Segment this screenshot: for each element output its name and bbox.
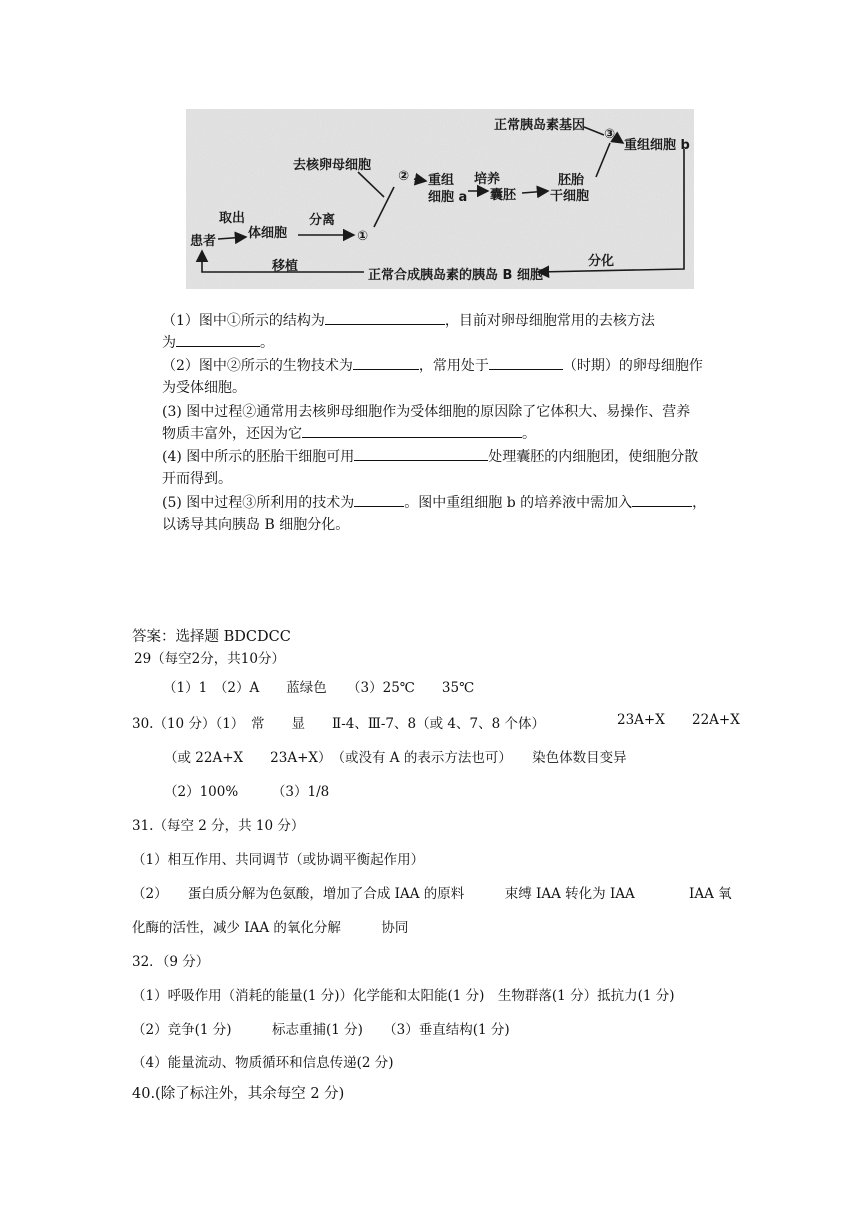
q2-text-a: （2）图中②所示的生物技术为	[162, 358, 353, 374]
answer-31-line-2-end: IAA 氧	[689, 886, 732, 902]
q1-blank-2[interactable]	[176, 332, 260, 347]
label-enucleated-egg: 去核卵母细胞	[293, 158, 372, 173]
label-embryonic-2: 干细胞	[550, 189, 590, 204]
question-2-line-1	[162, 355, 703, 377]
q3-text-b: 物质丰富外，还因为它	[162, 426, 302, 442]
question-5-line-2: 以诱导其向胰岛 B 细胞分化。	[162, 517, 350, 533]
answer-32-title: 32．（9 分）	[132, 954, 210, 970]
q4-blank[interactable]	[354, 446, 488, 461]
answer-32-line-2: （2）竞争(1 分) 标志重捕(1 分) （3）垂直结构(1 分)	[132, 1022, 510, 1038]
answers-header: 答案：选择题 BDCDCC	[132, 629, 291, 645]
label-culture: 培养	[474, 172, 501, 187]
q1-blank-1[interactable]	[325, 310, 445, 325]
q5-blank-1[interactable]	[354, 492, 404, 507]
label-differentiate: 分化	[588, 254, 615, 269]
q2-text-c: （时期）的卵母细胞作	[562, 358, 703, 374]
q1-text-b: ，目前对卵母细胞常用的去核方法	[444, 313, 655, 329]
q4-text-b: 处理囊胚的内细胞团，使细胞分散	[488, 449, 699, 465]
diagram-svg	[186, 109, 694, 289]
answer-30-title: 30.（10 分）（1） 常 显 Ⅱ-4、Ⅲ-7、8（或 4、7、8 个体）	[132, 716, 545, 732]
question-4-line-2: 开而得到。	[162, 471, 232, 487]
q1-text-a: （1）图中①所示的结构为	[162, 313, 325, 329]
q5-text-c: ，	[692, 495, 707, 511]
answer-31-title: 31.（每空 2 分，共 10 分）	[132, 818, 305, 834]
answer-29-body: （1）1 （2）A 蓝绿色 （3）25℃ 35℃	[163, 680, 475, 696]
label-recombinant-a-2: 细胞 a	[428, 190, 468, 205]
question-1-line-1	[162, 310, 655, 332]
circle-3: ③	[604, 127, 616, 142]
answer-31-line-2: （2） 蛋白质分解为色氨酸，增加了合成 IAA 的原料 束缚 IAA 转化为 IAA	[132, 886, 635, 902]
answer-30-genotype-2: 22A+X	[692, 712, 740, 728]
label-recombinant-b: 重组细胞 b	[624, 138, 690, 153]
answer-40-title: 40.(除了标注外，其余每空 2 分)	[132, 1086, 345, 1102]
answer-31-line-1: （1）相互作用、共同调节（或协调平衡起作用）	[132, 852, 425, 868]
label-b-cells: 正常合成胰岛素的胰岛 B 细胞	[368, 268, 543, 283]
label-blastocyst: 囊胚	[490, 188, 517, 203]
question-4-line-1	[162, 446, 698, 468]
question-1-line-2	[162, 332, 274, 354]
label-normal-gene: 正常胰岛素基因	[494, 118, 586, 133]
label-patient: 患者	[190, 234, 217, 249]
q2-blank-1[interactable]	[353, 355, 419, 370]
label-recombinant-a-1: 重组	[428, 173, 455, 188]
answer-29-title: 29（每空2分，共10分）	[134, 651, 285, 667]
question-3-line-2	[162, 423, 536, 445]
answer-30-genotype-1: 23A+X	[617, 712, 665, 728]
q1-text-c: 为	[162, 335, 176, 351]
answer-30-line-2: （或 22A+X 23A+X） （或没有 A 的表示方法也可） 染色体数目变异	[164, 750, 627, 766]
circle-2: ②	[398, 169, 410, 184]
q5-text-a: (5) 图中过程③所利用的技术为	[162, 495, 355, 511]
question-2-line-2: 为受体细胞。	[162, 380, 246, 396]
answer-32-line-3: （4）能量流动、物质循环和信息传递(2 分)	[132, 1055, 394, 1071]
question-5-line-1	[162, 492, 706, 514]
question-3-line-1: (3) 图中过程②通常用去核卵母细胞作为受体细胞的原因除了它体积大、易操作、营养	[162, 404, 691, 420]
q2-text-b: ，常用处于	[418, 358, 489, 374]
q4-text-a: (4) 图中所示的胚胎干细胞可用	[162, 449, 355, 465]
label-transplant: 移植	[272, 259, 299, 274]
process-diagram	[186, 109, 694, 289]
q5-blank-2[interactable]	[632, 492, 692, 507]
label-extract: 取出	[219, 211, 246, 226]
answer-31-line-3: 化酶的活性，减少 IAA 的氧化分解 协同	[132, 920, 409, 936]
q3-text-c: 。	[522, 426, 536, 442]
q2-blank-2[interactable]	[489, 355, 563, 370]
q1-text-d: 。	[260, 335, 274, 351]
q3-blank[interactable]	[302, 423, 522, 438]
label-somatic-cell: 体细胞	[248, 226, 288, 241]
label-separate: 分离	[309, 213, 336, 228]
label-embryonic-1: 胚胎	[558, 173, 585, 188]
circle-1: ①	[357, 229, 369, 244]
answer-32-line-1: （1）呼吸作用（消耗的能量(1 分)）化学能和太阳能(1 分) 生物群落(1 分）抵抗力(1 分)	[132, 988, 675, 1004]
answer-30-line-3: （2）100% （3）1/8	[164, 784, 330, 800]
q5-text-b: 。图中重组细胞 b 的培养液中需加入	[404, 495, 633, 511]
